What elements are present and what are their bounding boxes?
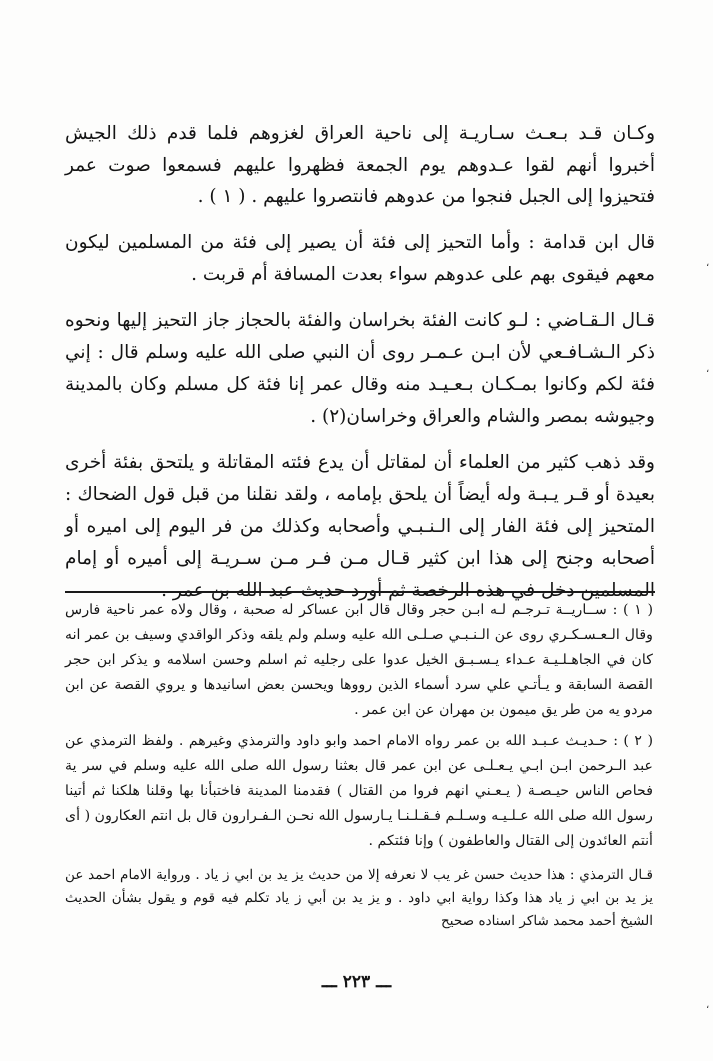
main-text — [65, 118, 655, 621]
margin-mark: ، — [706, 364, 710, 375]
margin-mark: ، — [706, 1000, 710, 1011]
paragraph-sariya: وكـان قـد بـعـث سـاريـة إلى ناحية العراق لغزوهم فلما قدم ذلك الجيش أخبروا أنهم لقوا عـدوهم يوم الجمعة فظهروا عليهم فسمعوا صوت عمر فتحيزوا إلى الجبل فنجوا من عدوهم فانتصروا عليهم . ( ١ ) . — [65, 123, 655, 207]
footnote-1: ( ١ ) : ســاريــة تـرجـم لـه ابـن حجر وقال قال ابن عساكر له صحبة ، وقال ولاه عمر ناحية فارس وقال الـعـسـكـري روى عن الـنـبـي صـلـى الله عليه وسلم ولم يلقه وذكر الواقدي وسيف بن عمر انه كان في الجاهـلـيـة عـداء يـسـبـق الخيل عدوا على رجليه ثم اسلم وحسن اسلامه و يذكر ابن حجر القصة السابقة و يـأتـي علي سرد أسماء الذين رووها ويحسن بعض اسانيدها و يروي القصة عن ابن مردو يه من طر يق ميمون بن مهران عن ابن عمر . — [65, 602, 653, 718]
page-number: ـــ ٢٢٣ ـــ — [321, 972, 392, 992]
footnote-2-continuation: قـال الترمذي : هذا حديث حسن غر يب لا نعرفه إلا من حديث يز يد بن ابي ز ياد . ورواية الامام احمد عن يز يد بن ابي ز ياد هذا وكذا رواية ابي داود . و يز يد بن أبي ز ياد تكلم فيه قوم و يقول بشأن الحديث الشيخ أحمد محمد شاكر اسناده صحيح — [65, 867, 653, 929]
footnote-divider — [65, 591, 655, 593]
margin-mark: ، — [706, 258, 710, 269]
footnotes — [65, 598, 653, 937]
paragraph-ulama: وقد ذهب كثير من العلماء أن لمقاتل أن يدع فئته المقاتلة و يلتحق بفئة أخرى بعيدة أو قـر يـبـة وله أيضاً أن يلحق بإمامه ، ولقد نقلنا من قبل قول الضحاك : المتحيز إلى فئة الفار إلى الـنـبـي وأصحابه وكذلك من فر اليوم إلى اميره أو أصحابه وجنح إلى هذا ابن كثير قـال مـن فـر مـن سـريـة إلى أميره أو إمام المسلمين دخل في هذه الرخصة ثم أورد حديث عبد الله بن عمر . — [65, 451, 655, 601]
paragraph-qadi: قـال الـقـاضي : لـو كانت الفئة بخراسان والفئة بالحجاز جاز التحيز إليها ونحوه ذكر الـشـافـعي لأن ابـن عـمـر روى أن النبي صلى الله عليه وسلم قال : إني فئة لكم وكانوا بمـكـان بـعـيـد منه وقال عمر إنا فئة كل مسلم وكان بالمدينة وجيوشه بمصر والشام والعراق وخراسان(٢) . — [65, 309, 655, 427]
footnote-2: ( ٢ ) : حـديـث عـبـد الله بن عمر رواه الامام احمد وابو داود والترمذي وغيرهم . ولفظ الترمذي عن عبد الـرحمن ابـن ابـي يـعـلـى عن ابن عمر قال بعثنا رسول الله صلى الله عليه وسلم في سر ية فحاص الناس حيـصـة ( يـعـني انهم فروا من القتال ) فقدمنا المدينة فاختبأنا بها وقلنا هلكنا ثم أتينا رسول الله صلى الله عـلـيـه وسـلـم فـقـلـنـا يـارسول الله نحـن الـفـرارون قال بل انتم العكارون ( أى أنتم العائدون إلى القتال والعاطفون ) وإنا فئتكم . — [65, 733, 654, 849]
paragraph-ibn-qudama: قال ابن قدامة : وأما التحيز إلى فئة أن يصير إلى فئة من المسلمين ليكون معهم فيقوى بهم على عدوهم سواء بعدت المسافة أم قربت . — [65, 231, 655, 285]
